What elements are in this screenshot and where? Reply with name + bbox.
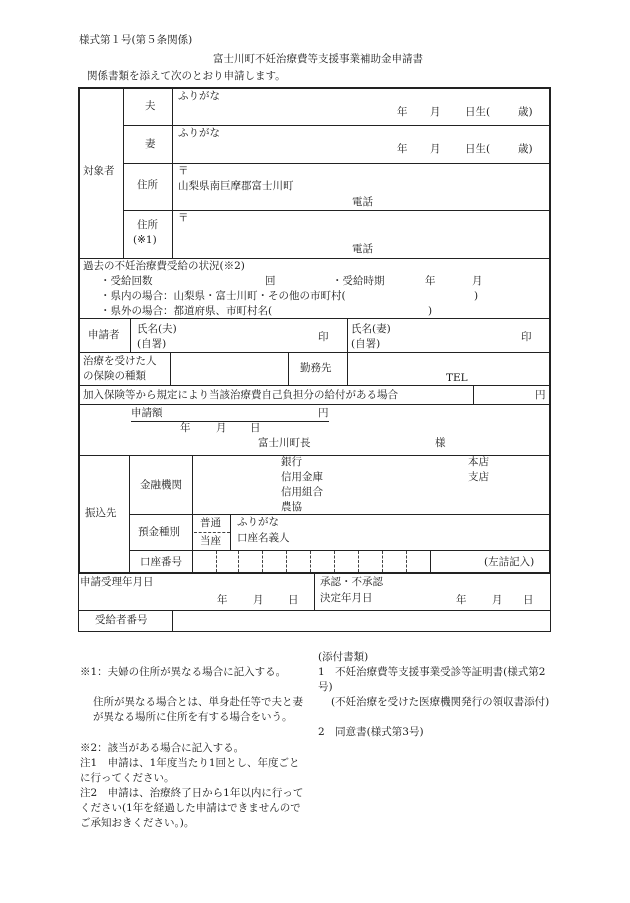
workplace-label: 勤務先 [300,362,332,374]
address-value: 山梨県南巨摩郡富士川町 [178,180,294,192]
table-left [78,87,80,574]
husband-birth-year: 年 [397,106,408,118]
benefit-label: 加入保険等から規定により当該治療費自己負担分の給付がある場合 [83,389,398,401]
applicant-label: 申請者 [88,329,120,341]
history-period-month: 月 [472,275,483,287]
recipient-number-label: 受給者番号 [95,614,148,626]
history-out-pref: ・県外の場合：都道府県、市町村名( [100,305,273,317]
insurance-label-2: の保険の種類 [83,370,146,382]
wife-birth-month: 月 [430,143,441,155]
bank-type-3: 信用組合 [281,486,323,498]
address-phone: 電話 [352,196,373,208]
tel-label: TEL [446,372,468,384]
history-in-pref: ・県内の場合：山梨県・富士川町・その他の市町村( [100,290,346,302]
received-day: 日 [288,594,299,606]
form-number: 様式第１号(第５条関係) [79,34,193,46]
addressee: 富士川町長 [258,437,311,449]
husband-self-sign: (自署) [137,338,167,350]
account-type-current[interactable]: 当座 [200,535,221,547]
decision-date-label: 決定年月日 [320,592,373,604]
caution-1: 注1 申請は、1年度当たり1回とし、年度ごとに行ってください。 [80,757,300,784]
request-amount-label: 申請額 [131,407,163,419]
account-type-ordinary[interactable]: 普通 [200,517,221,529]
wife-furigana: ふりがな [178,127,220,139]
account-type-label: 預金種別 [138,526,180,538]
note-2: ※2：該当がある場合に記入する。 [80,742,245,754]
address-postal: 〒 [178,165,189,177]
wife-age: 歳) [518,143,533,155]
table-right [549,87,551,574]
note-1-detail: 住所が異なる場合とは、単身赴任等で夫と妻が異なる場所に住所を有する場合をいう。 [93,696,303,723]
history-count-unit: 回 [265,275,276,287]
wife-seal: 印 [521,331,532,343]
caution-2: 注2 申請は、治療終了日から1年以内に行ってください(1年を経過した申請はできませんのでご承知おきください。)。 [80,787,304,829]
husband-furigana: ふりがな [178,90,220,102]
decision-day: 日 [523,594,534,606]
wife-label: 妻 [145,138,156,150]
bank-type-1: 銀行 [281,456,302,468]
insurance-label-1: 治療を受けた人 [83,355,157,367]
request-year: 年 [180,422,191,434]
note-1: ※1：夫婦の住所が異なる場合に記入する。 [80,666,287,678]
bank-type-2: 信用金庫 [281,471,323,483]
history-period-year: 年 [425,275,436,287]
received-month: 月 [253,594,264,606]
husband-name-label: 氏名(夫) [137,323,177,335]
attachments-title: (添付書類) [318,651,369,663]
history-count: ・受給回数 [100,275,153,287]
husband-seal: 印 [318,331,329,343]
form-title: 富士川町不妊治療費等支援事業補助金申請書 [213,53,423,65]
holder-furigana: ふりがな [237,516,279,528]
wife-birth-day: 日生( [465,143,491,155]
husband-birth-day: 日生( [465,106,491,118]
transfer-label: 振込先 [85,507,117,519]
benefit-unit: 円 [535,389,546,401]
attachment-1: 1 不妊治療費等支援事業受診等証明書(様式第2号) [318,666,546,693]
received-date-label: 申請受理年月日 [80,576,154,588]
history-title: 過去の不妊治療費受給の状況(※2) [83,260,245,272]
request-amount-unit: 円 [318,407,329,419]
husband-label: 夫 [145,100,156,112]
history-in-pref-close: ) [474,290,479,302]
bank-type-4: 農協 [281,501,302,513]
branch-type-1: 本店 [468,456,489,468]
decision-year: 年 [456,594,467,606]
history-period: ・受給時期 [332,275,385,287]
request-month: 月 [216,422,227,434]
left-align-note: (左詰記入) [484,556,535,568]
attachment-1-sub: (不妊治療を受けた医療機関発行の領収書添付) [331,696,550,708]
history-out-pref-close: ) [428,305,433,317]
address2-note: (※1) [133,234,157,246]
table-top [78,87,551,89]
wife-self-sign: (自署) [351,338,381,350]
address2-label: 住所 [137,219,158,231]
address2-phone: 電話 [352,243,373,255]
wife-name-label: 氏名(妻) [351,323,391,335]
husband-age: 歳) [518,106,533,118]
received-year: 年 [217,594,228,606]
husband-birth-month: 月 [430,106,441,118]
address2-postal: 〒 [178,212,189,224]
intro-text: 関係書類を添えて次のとおり申請します。 [87,70,286,82]
address-label: 住所 [137,179,158,191]
subject-label: 対象者 [83,165,115,177]
branch-type-2: 支店 [468,471,489,483]
bank-label: 金融機関 [140,479,182,491]
account-number-label: 口座番号 [140,556,182,568]
wife-birth-year: 年 [397,143,408,155]
attachment-2: 2 同意書(様式第3号) [318,726,424,738]
holder-label: 口座名義人 [237,532,290,544]
decision-month: 月 [492,594,503,606]
request-day: 日 [250,422,261,434]
addressee-honorific: 様 [435,437,446,449]
approval-label: 承認・不承認 [320,576,383,588]
